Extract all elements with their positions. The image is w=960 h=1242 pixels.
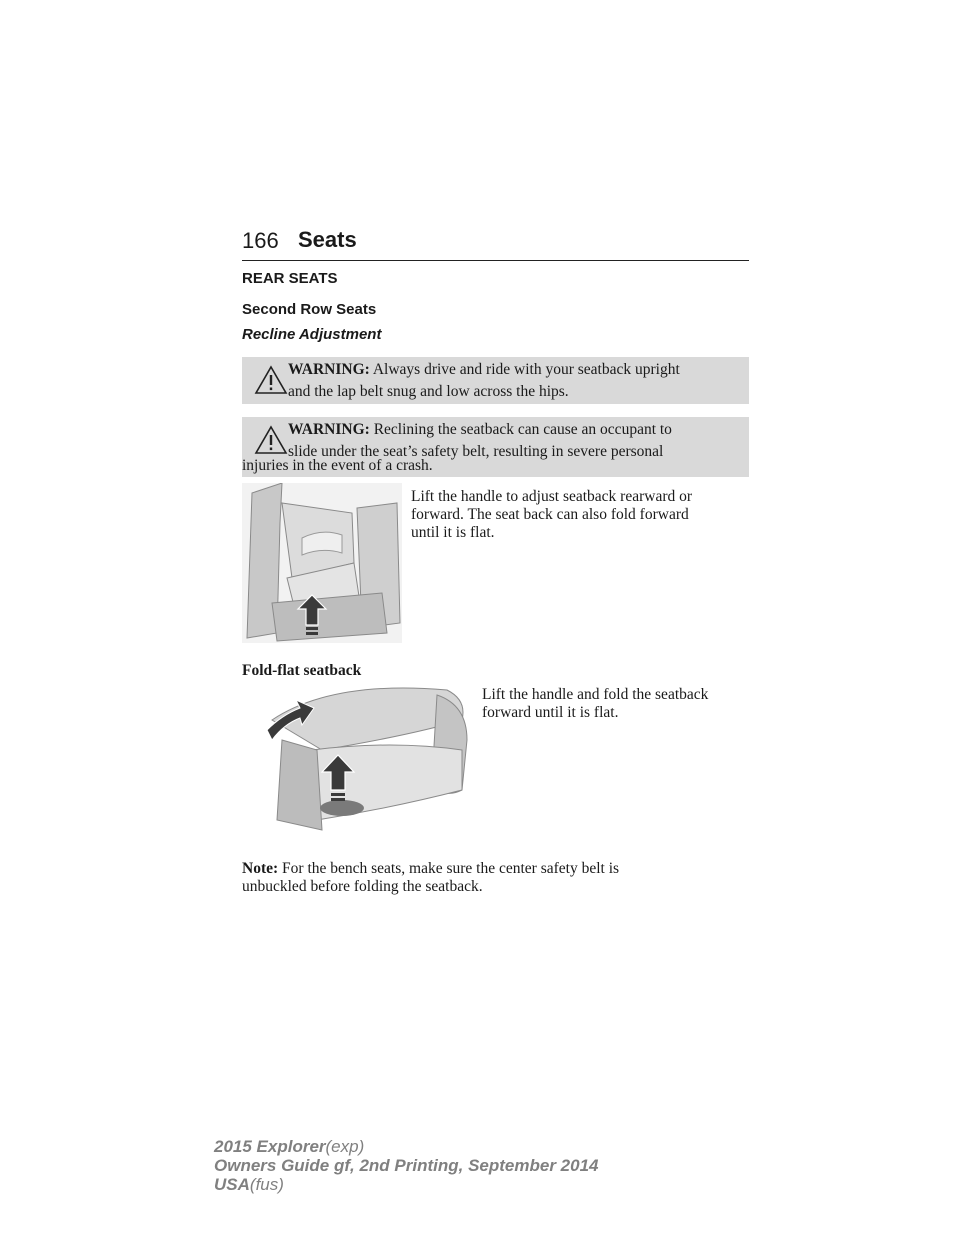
fold-flat-instructions xyxy=(482,686,708,722)
warning-box-1 xyxy=(242,357,749,404)
note-label: Note: xyxy=(242,860,279,877)
page-number: 166 xyxy=(242,228,279,253)
document-footer xyxy=(214,1137,598,1194)
fold-flat-line: Lift the handle and fold the seatback xyxy=(482,686,709,703)
warning-triangle-icon xyxy=(254,425,288,455)
rear-seats-heading: REAR SEATS xyxy=(242,270,338,287)
warning-line: injuries in the event of a crash. xyxy=(242,457,433,474)
recline-line: forward. The seat back can also fold forward xyxy=(411,506,689,523)
warning-line: Always drive and ride with your seatback upright xyxy=(372,361,680,378)
warning-triangle-icon xyxy=(254,365,288,395)
section-title: Seats xyxy=(298,227,357,252)
warning-label: WARNING: xyxy=(288,361,370,378)
fold-flat-heading: Fold-flat seatback xyxy=(242,662,362,679)
warning-line: slide under the seat’s safety belt, resulting in severe personal xyxy=(288,443,664,460)
warning-line: Reclining the seatback can cause an occupant to xyxy=(373,421,672,438)
footer-printing: Owners Guide gf, 2nd Printing, September 2014 xyxy=(214,1156,599,1175)
footer-code: (exp) xyxy=(325,1137,365,1156)
recline-line: until it is flat. xyxy=(411,524,495,541)
recline-line: Lift the handle to adjust seatback rearward or xyxy=(411,488,693,505)
warning-label: WARNING: xyxy=(288,421,370,438)
second-row-heading: Second Row Seats xyxy=(242,301,377,318)
footer-model: 2015 Explorer xyxy=(214,1137,326,1156)
note-line: unbuckled before folding the seatback. xyxy=(242,878,483,895)
header-divider xyxy=(242,260,749,261)
warning-box-2 xyxy=(242,417,749,477)
recline-seat-illustration xyxy=(242,483,402,643)
fold-flat-seat-illustration xyxy=(262,680,472,840)
note-paragraph xyxy=(242,860,619,896)
fold-flat-line: forward until it is flat. xyxy=(482,704,619,721)
footer-market: USA xyxy=(214,1175,250,1194)
recline-instructions xyxy=(411,488,692,542)
note-line: For the bench seats, make sure the center safety belt is xyxy=(282,860,620,877)
recline-adjustment-heading: Recline Adjustment xyxy=(242,326,382,343)
warning-text-1 xyxy=(288,359,680,403)
footer-market-code: (fus) xyxy=(249,1175,284,1194)
warning-line: and the lap belt snug and low across the hips. xyxy=(288,383,569,400)
